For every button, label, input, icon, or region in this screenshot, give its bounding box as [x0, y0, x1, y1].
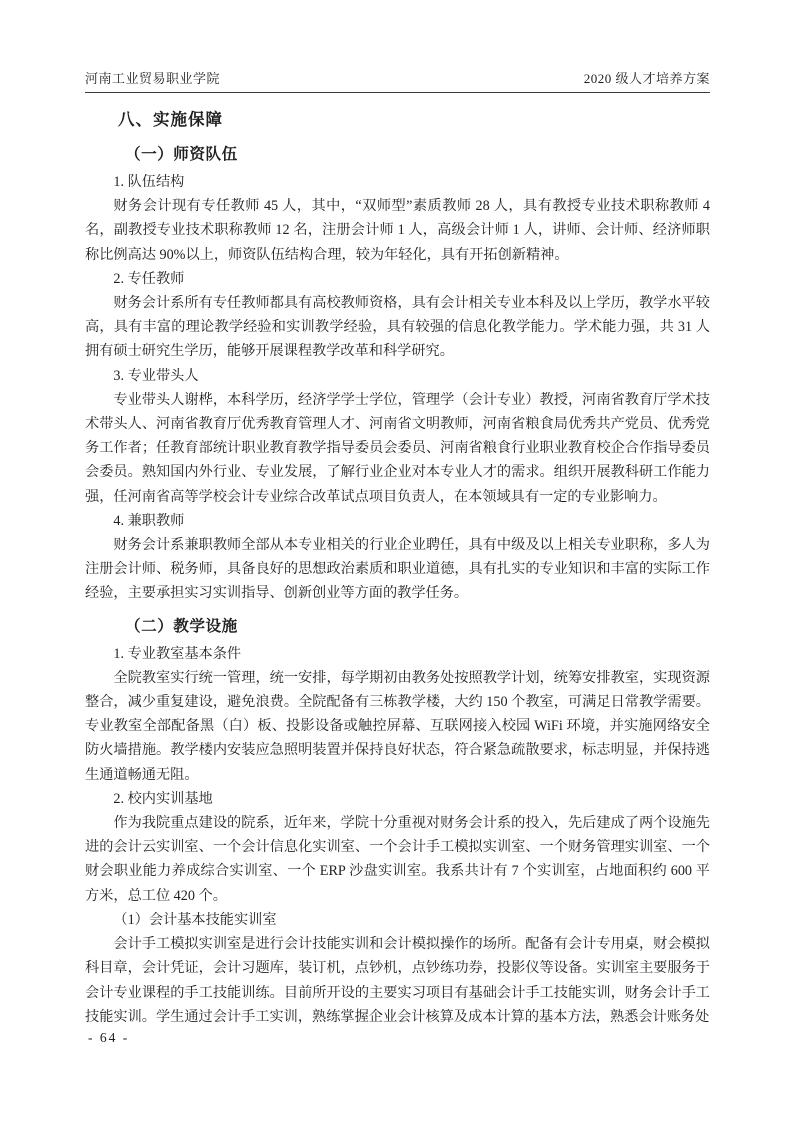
chapter-heading: 八、实施保障 [118, 111, 223, 129]
body-paragraph: 财务会计系所有专任教师都具有高校教师资格，具有会计相关专业本科及以上学历，教学水平较高，具有丰富的理论教学经验和实训教学经验，具有较强的信息化教学能力。学术能力强，共 31 人拥有硕士研究生学历，能够开展课程教学改革和科学研究。 [85, 295, 710, 360]
body-paragraph: 财务会计系兼职教师全部从本专业相关的行业企业聘任，具有中级及以上相关专业职称，多人为注册会计师、税务师，具备良好的思想政治素质和职业道德，具有扎实的专业知识和丰富的实际工作经验，主要承担实习实训指导、创新创业等方面的教学任务。 [85, 537, 710, 602]
numbered-subheading: 1. 队伍结构 [113, 174, 185, 190]
document-content [85, 98, 710, 1029]
body-paragraph: 专业带头人谢桦，本科学历，经济学学士学位，管理学（会计专业）教授，河南省教育厅学术技术带头人、河南省教育厅优秀教育管理人才、河南省文明教师，河南省粮食局优秀共产党员、优秀党务工作者；任教育部统计职业教育教学指导委员会委员、河南省粮食行业职业教育校企合作指导委员会委员。熟知国内外行业、专业发展，了解行业企业对本专业人才的需求。组织开展教科研工作能力强，任河南省高等学校会计专业综合改革试点项目负责人，在本领域具有一定的专业影响力。 [85, 391, 710, 505]
body-paragraph: 财务会计现有专任教师 45 人，其中，“双师型”素质教师 28 人，具有教授专业技术职称教师 4 名，副教授专业技术职称教师 12 名，注册会计师 1 人，高级会计师 1 人，讲师、会计师、经济师职称比例高达 90%以上，师资队伍结构合理，较为年轻化，具有开拓创新精神。 [85, 198, 710, 263]
numbered-subheading: 2. 专任教师 [113, 270, 185, 287]
numbered-subheading: 2. 校内实训基地 [113, 790, 213, 807]
header-institution-name: 河南工业贸易职业学院 [85, 71, 221, 86]
numbered-subheading: 1. 专业教室基本条件 [113, 645, 242, 662]
body-paragraph: 全院教室实行统一管理，统一安排，每学期初由教务处按照教学计划，统筹安排教室，实现资源整合，减少重复建设，避免浪费。全院配备有三栋教学楼，大约 150 个教室，可满足日常教学需要。专业教室全部配备黑（白）板、投影设备或触控屏幕、互联网接入校园 WiFi 环境，并实施网络安全防火墙措施。教学楼内安装应急照明装置并保持良好状态，符合紧急疏散要求，标志明显，并保持逃生通道畅通无阻。 [85, 669, 710, 783]
section-heading: （一）师资队伍 [125, 146, 238, 163]
body-paragraph: 会计手工模拟实训室是进行会计技能实训和会计模拟操作的场所。配备有会计专用桌，财会模拟科目章，会计凭证，会计习题库，装订机，点钞机，点钞练功券，投影仪等设备。实训室主要服务于会计专业课程的手工技能训练。目前所开设的主要实习项目有基础会计手工技能实训，财务会计手工技能实训。学生通过会计手工实训，熟练掌握企业会计核算及成本计算的基本方法，熟悉会计账务处 [85, 936, 710, 1025]
body-paragraph: 作为我院重点建设的院系，近年来，学院十分重视对财务会计系的投入，先后建成了两个设施先进的会计云实训室、一个会计信息化实训室、一个会计手工模拟实训室、一个财务管理实训室、一个财会职业能力养成综合实训室、一个 ERP 沙盘实训室。我系共计有 7 个实训室，占地面积约 600 平方米，总工位 420 个。 [85, 815, 710, 904]
section-heading: （二）教学设施 [125, 617, 238, 635]
header-document-title: 2020 级人才培养方案 [583, 71, 710, 86]
numbered-subheading: 4. 兼职教师 [113, 512, 185, 529]
page-number: - 64 - [88, 1030, 130, 1045]
numbered-subheading: 3. 专业带头人 [113, 367, 199, 384]
numbered-subheading: （1）会计基本技能实训室 [113, 911, 277, 928]
page-header [85, 68, 710, 93]
